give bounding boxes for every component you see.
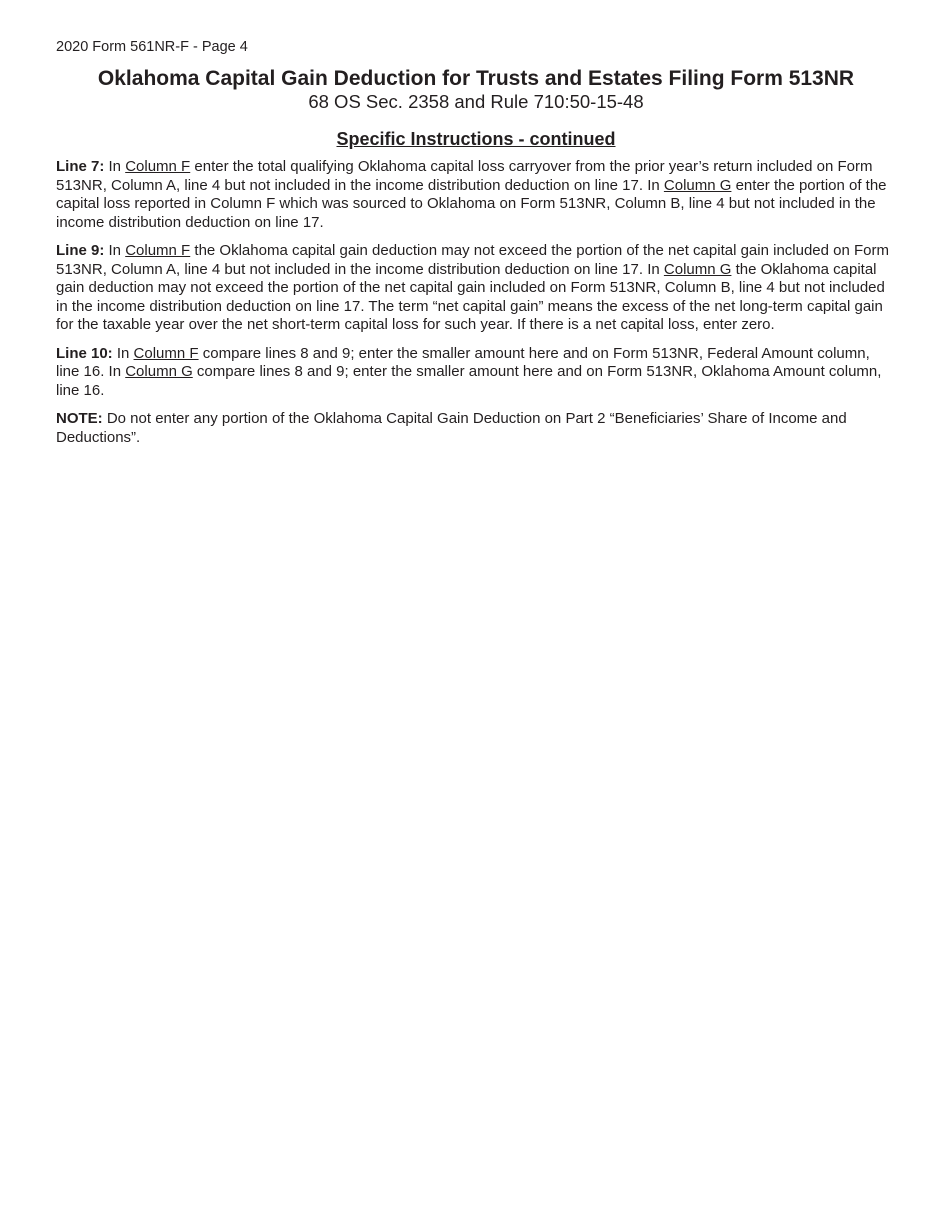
line-9-label: Line 9: bbox=[56, 242, 105, 259]
line-9-text-2: the Oklahoma capital gain deduction may not exceed the portion of the net capital gain included on Form 513NR, Column A, line 4 but not included in the income distribution deduction on line 17. In bbox=[56, 242, 890, 278]
line-10-instructions bbox=[56, 345, 896, 401]
line-7-instructions bbox=[56, 158, 896, 232]
line-9-text-3: the Oklahoma capital gain deduction may not exceed the portion of the net capital gain included on Form 513NR, Column B, line 4 but not included in the income distribution deduction on line 17. The term “net capital gain” means the excess of the net long-term capital gain for the taxable year over the net short-term capital loss for such year. If there is a net capital loss, enter zero. bbox=[56, 260, 885, 333]
page-subtitle: 68 OS Sec. 2358 and Rule 710:50-15-48 bbox=[308, 91, 644, 112]
line-9-column-g: Column G bbox=[663, 260, 732, 278]
section-title: Specific Instructions - continued bbox=[336, 129, 616, 149]
line-9-text-1: In bbox=[104, 242, 126, 259]
line-10-column-g: Column G bbox=[125, 363, 193, 380]
line-7-column-g: Column G bbox=[663, 176, 732, 194]
line-10-column-f: Column F bbox=[133, 344, 199, 362]
line-10-text-1: In bbox=[112, 344, 134, 362]
note-text: Do not enter any portion of the Oklahoma Capital Gain Deduction on Part 2 “Beneficiaries’ Share of Income and Deductions”. bbox=[56, 410, 847, 446]
line-7-text-3: enter the portion of the capital loss reported in Column F which was sourced to Oklahoma on Form 513NR, Column B, line 4 but not included in the income distribution deduction on line 17. bbox=[56, 176, 887, 231]
line-7-text-1: In bbox=[104, 158, 126, 175]
page-label: 2020 Form 561NR-F - Page 4 bbox=[56, 39, 248, 55]
note-paragraph bbox=[56, 410, 896, 447]
line-7-label: Line 7: bbox=[56, 158, 105, 175]
line-10-text-3: compare lines 8 and 9; enter the smaller amount here and on Form 513NR, Oklahoma Amount column, line 16. bbox=[56, 363, 882, 399]
note-label: NOTE: bbox=[56, 410, 103, 427]
line-10-text-2: compare lines 8 and 9; enter the smaller amount here and on Form 513NR, Federal Amount column, line 16. In bbox=[56, 344, 870, 380]
document-page bbox=[56, 38, 896, 447]
line-9-column-f: Column F bbox=[125, 242, 191, 259]
line-9-instructions bbox=[56, 242, 896, 335]
line-7-column-f: Column F bbox=[125, 158, 191, 175]
line-10-label: Line 10: bbox=[56, 344, 113, 362]
page-title: Oklahoma Capital Gain Deduction for Trusts and Estates Filing Form 513NR bbox=[97, 67, 855, 90]
line-7-text-2: enter the total qualifying Oklahoma capital loss carryover from the prior year’s return included on Form 513NR, Column A, line 4 but not included in the income distribution deduction on line 17. In bbox=[56, 158, 873, 194]
